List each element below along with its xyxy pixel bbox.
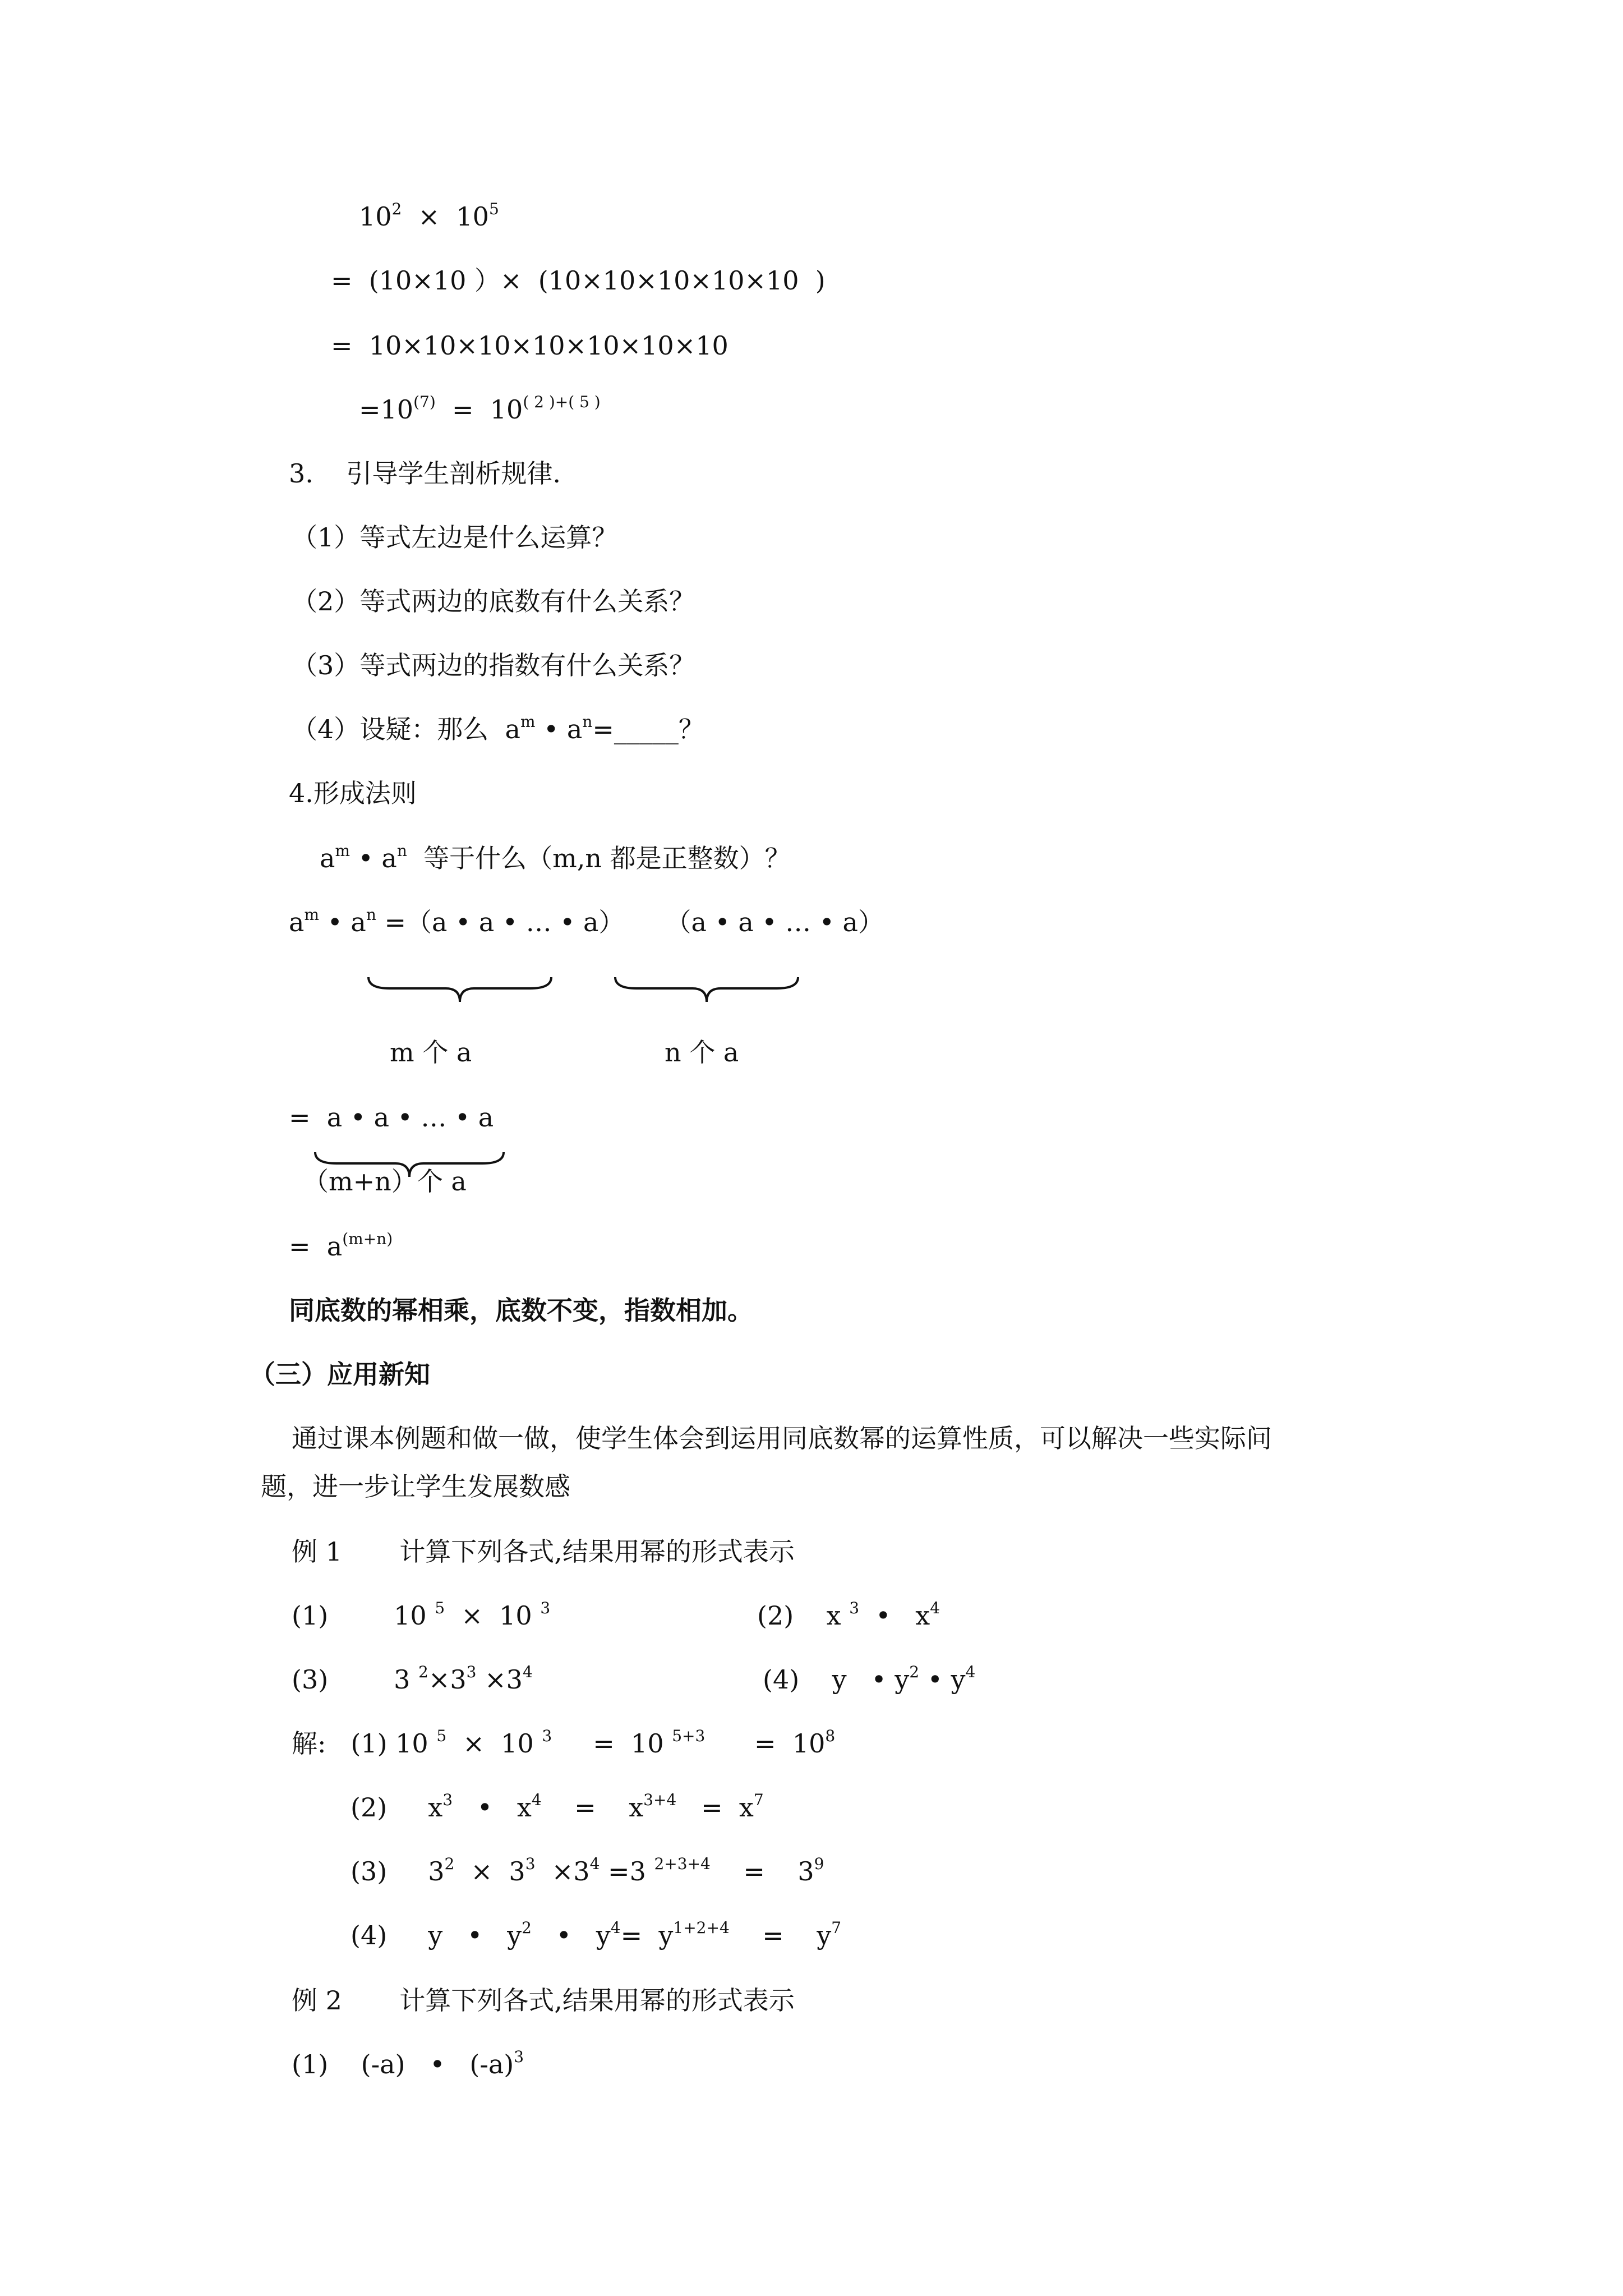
underbrace-n [614,976,799,1004]
example-1-heading: 例 1 计算下列各式,结果用幂的形式表示 [292,1536,795,1567]
example-1-item-1: (1) 10 $^5$ × 10 $^3$ [292,1599,551,1631]
result-line: $=10^{(7)} = 10^{( 2 )+( 5 )}$ [359,393,601,425]
example-2-item-1: (1) (-a) • $(-a)^3$ [292,2047,524,2079]
step-4-heading: 4.形成法则 [289,778,417,808]
question-4: （4）设疑：那么 $a^m$ • $a^n=\_\_\_\_\_$？ [292,712,704,744]
example-1-item-2: (2) x $^3$ • $x^4$ [757,1599,940,1631]
step-3-heading: 3. 引导学生剖析规律. [289,458,561,489]
rule-expansion: $a^m$ • $a^n =(a$ • a • … • a） （a • a • … • a） [289,905,884,937]
rule-question: $a^m$ • $a^n$ 等于什么（m,n 都是正整数）？ [320,841,791,873]
solution-4: (4) y • $y^2$ • $y^4= y^{1+2+4}$ = $y^7$ [351,1918,842,1950]
m-plus-n-count-label: （m+n）个 a [303,1166,467,1197]
intro-paragraph-line-1: 通过课本例题和做一做，使学生体会到运用同底数幂的运算性质，可以解决一些实际问 [292,1423,1272,1453]
solution-2: (2) $x^3$ • $x^4$ = $x^{3+4} = x^7$ [351,1791,764,1823]
solution-3: (3) $3^2 \times 3^3 \times 3^4 =3$ $^{2+3+4}$ = $3^9$ [351,1855,824,1887]
example-1-item-3: (3) 3 $^2\times 3^3 \times 3^4$ [292,1663,533,1695]
m-count-label: m 个 a [390,1037,472,1068]
section-three-heading: （三）应用新知 [250,1359,430,1389]
n-count-label: n 个 a [665,1037,739,1068]
expr-10-2-times-10-5: $10^2 \times 10^5$ [359,200,499,232]
question-2: （2）等式两边的底数有什么关系？ [292,586,695,616]
rule-statement: 同底数的幂相乘，底数不变，指数相加。 [289,1295,753,1326]
expansion-line: = (10×10 ）× (10×10×10×10×10 ) [331,265,826,296]
example-2-heading: 例 2 计算下列各式,结果用幂的形式表示 [292,1985,795,2016]
question-3: （3）等式两边的指数有什么关系？ [292,650,695,680]
rule-result: = $a^{(m+n)}$ [289,1230,393,1262]
underbrace-m [367,976,552,1004]
example-1-item-4: (4) y • $y^2$ • $y^4$ [763,1663,976,1695]
product-line: = 10×10×10×10×10×10×10 [331,330,728,361]
solution-1: 解: (1) 10 $^5$ × 10 $^3$ = 10 $^{5+3}$ = $10^8$ [292,1727,836,1759]
question-1: （1）等式左边是什么运算？ [292,522,618,553]
combined-product: = a • a • … • a [289,1102,494,1133]
intro-paragraph-line-2: 题，进一步让学生发展数感 [261,1471,570,1502]
